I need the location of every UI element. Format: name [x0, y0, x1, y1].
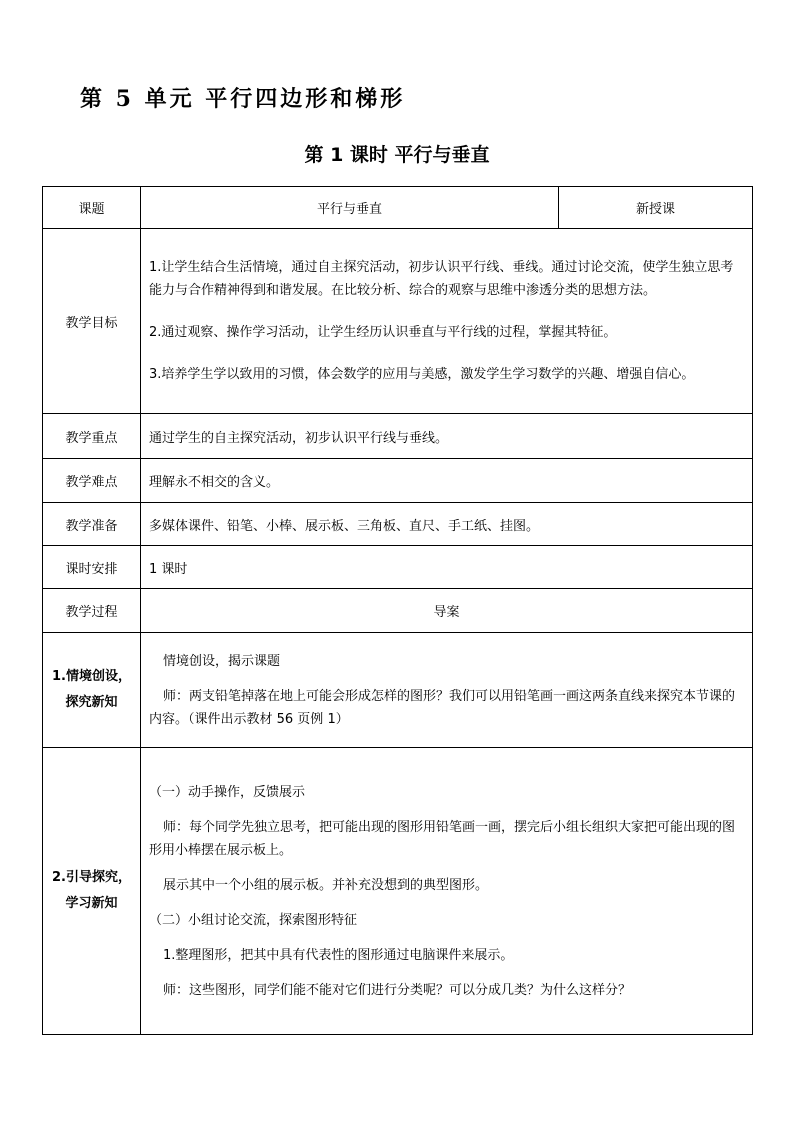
goals-label: 教学目标	[43, 229, 141, 414]
unit-title: 第 5 单元 平行四边形和梯形	[80, 86, 406, 112]
step2-label-line1: 2.引导探究，	[52, 870, 131, 885]
row-key	[43, 414, 753, 459]
process-label: 教学过程	[43, 589, 141, 633]
step1-text: 师：两支铅笔掉落在地上可能会形成怎样的图形？我们可以用铅笔画一画这两条直线来探究本节课的内容。（课件出示教材 56 页例 1）	[149, 688, 736, 727]
step1-heading: 情境创设，揭示课题	[163, 653, 281, 669]
row-process	[43, 589, 753, 633]
row-step1	[43, 633, 753, 748]
key-label: 教学重点	[43, 414, 141, 459]
step2-paragraph-1: 师：每个同学先独立思考，把可能出现的图形用铅笔画一画，摆完后小组长组织大家把可能出现的图形用小棒摆在展示板上。	[149, 819, 736, 858]
goal-item-3: 3.培养学生学以致用的习惯，体会数学的应用与美感，激发学生学习数学的兴趣、增强自信心。	[149, 367, 695, 382]
lesson-plan-table	[42, 186, 753, 1035]
step1-label-line1: 1.情境创设，	[52, 669, 131, 684]
step2-paragraph-3: 1.整理图形，把其中具有代表性的图形通过电脑课件来展示。	[163, 947, 514, 963]
step2-subheading-1: （一）动手操作，反馈展示	[149, 784, 306, 800]
goal-item-2: 2.通过观察、操作学习活动，让学生经历认识垂直与平行线的过程，掌握其特征。	[149, 325, 617, 340]
row-difficulty	[43, 459, 753, 503]
topic-type: 新授课	[559, 187, 753, 229]
topic-label: 课题	[43, 187, 141, 229]
schedule-label: 课时安排	[43, 546, 141, 589]
difficulty-label: 教学难点	[43, 459, 141, 503]
row-goals	[43, 229, 753, 414]
step2-content	[141, 748, 753, 1035]
step2-paragraph-2: 展示其中一个小组的展示板。并补充没想到的典型图形。	[163, 877, 489, 893]
step1-label	[43, 633, 141, 748]
topic-value: 平行与垂直	[141, 187, 559, 229]
schedule-value: 1 课时	[141, 546, 753, 589]
step1-content	[141, 633, 753, 748]
goal-item-1: 1.让学生结合生活情境，通过自主探究活动，初步认识平行线、垂线。通过讨论交流，使学生独立思考能力与合作精神得到和谐发展。在比较分析、综合的观察与思维中渗透分类的思想方法。	[149, 260, 734, 298]
row-step2	[43, 748, 753, 1035]
difficulty-value: 理解永不相交的含义。	[141, 459, 753, 503]
key-value: 通过学生的自主探究活动，初步认识平行线与垂线。	[141, 414, 753, 459]
row-prep	[43, 503, 753, 546]
step2-paragraph-4: 师：这些图形，同学们能不能对它们进行分类呢？可以分成几类？为什么这样分？	[163, 982, 632, 998]
prep-label: 教学准备	[43, 503, 141, 546]
step2-label	[43, 748, 141, 1035]
process-value: 导案	[141, 589, 753, 633]
step2-label-line2: 学习新知	[65, 896, 118, 911]
row-topic	[43, 187, 753, 229]
prep-value: 多媒体课件、铅笔、小棒、展示板、三角板、直尺、手工纸、挂图。	[141, 503, 753, 546]
row-schedule	[43, 546, 753, 589]
goals-content	[141, 229, 753, 414]
step1-label-line2: 探究新知	[65, 695, 118, 710]
step2-subheading-2: （二）小组讨论交流，探索图形特征	[149, 912, 358, 928]
lesson-title: 第 1 课时 平行与垂直	[304, 144, 490, 166]
